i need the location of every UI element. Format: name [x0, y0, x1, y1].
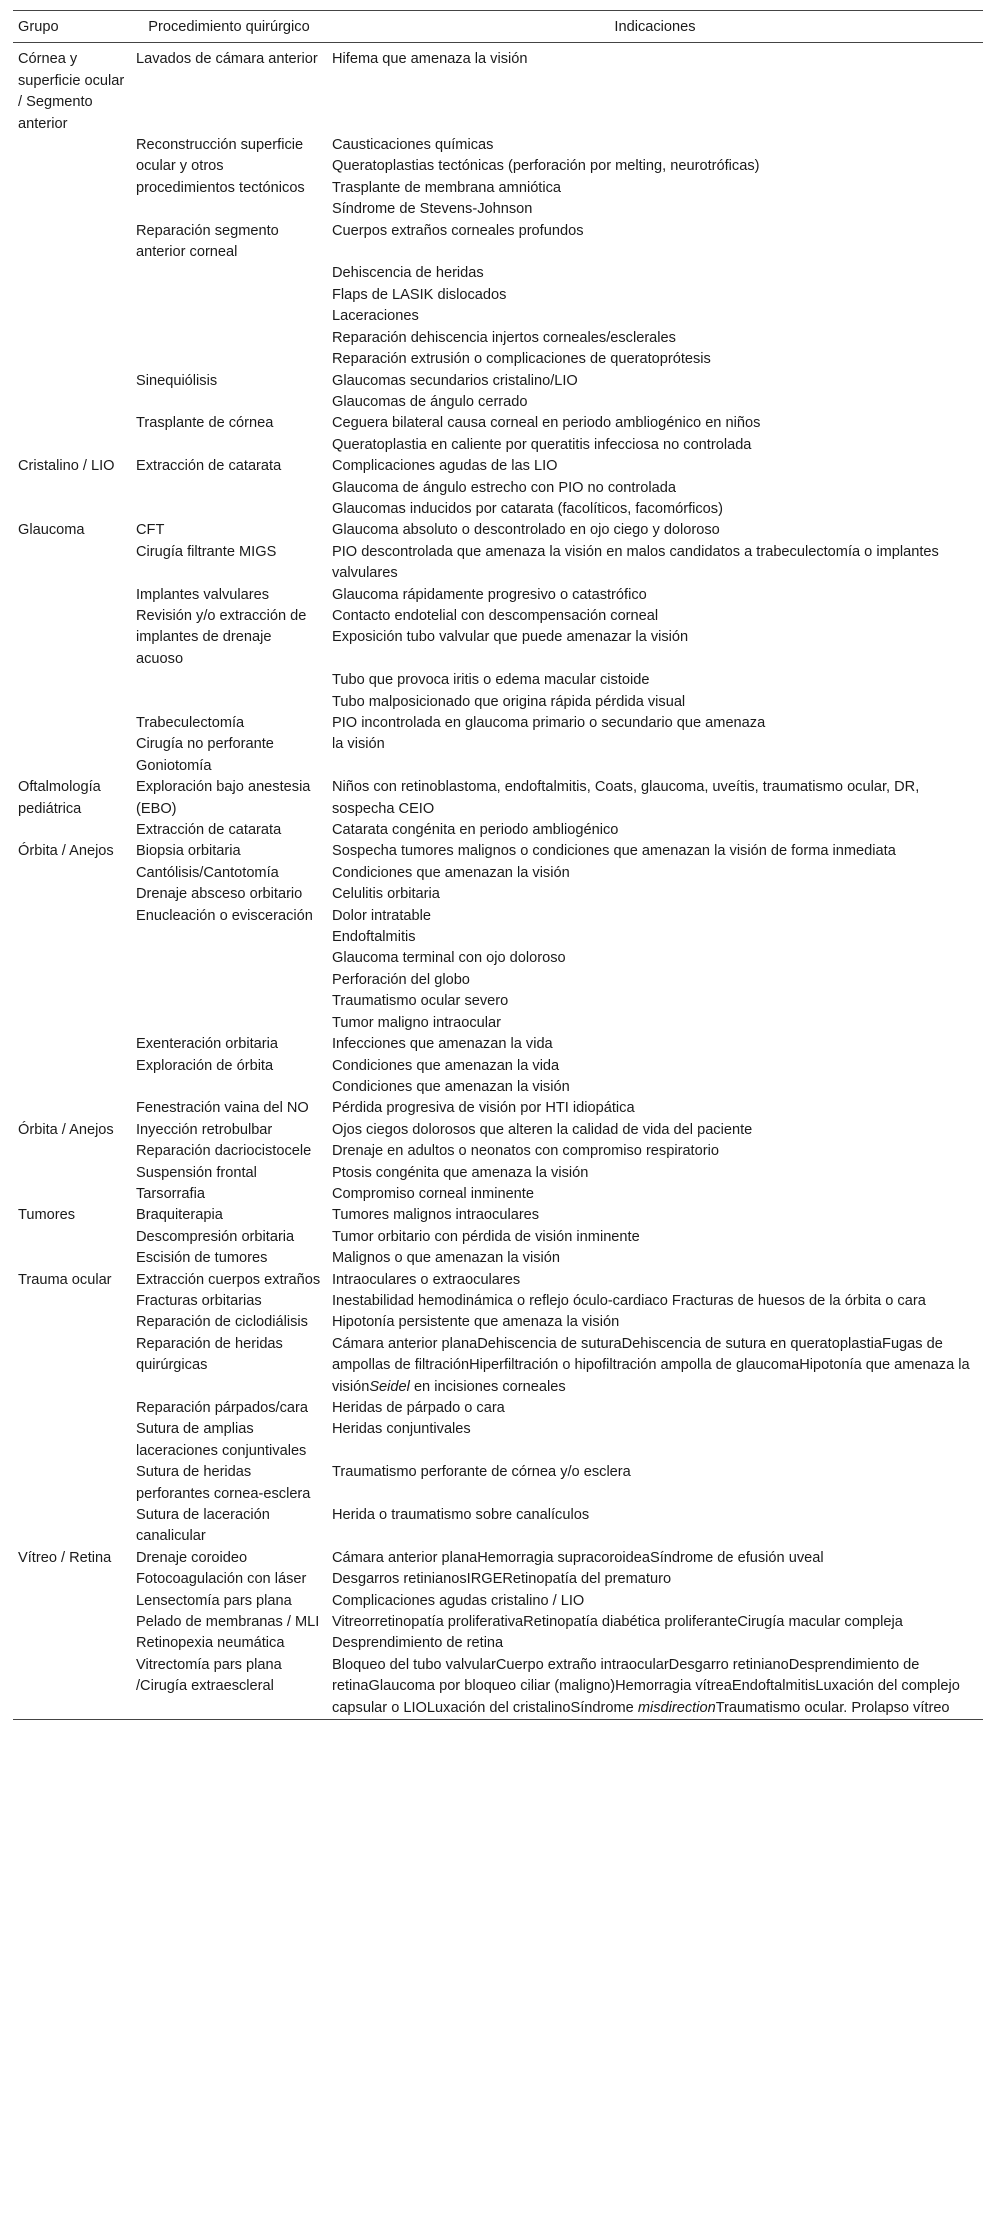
cell-procedimiento: Reparación de ciclodiálisis — [136, 1314, 308, 1331]
cell-procedimiento: Drenaje absceso orbitario — [136, 886, 303, 903]
table-row — [13, 1291, 983, 1312]
cell-grupo — [13, 542, 131, 585]
cell-grupo — [13, 221, 131, 264]
cell-procedimiento: Lavados de cámara anterior — [136, 51, 318, 68]
cell-grupo — [13, 306, 131, 327]
cell-indicacion — [327, 1334, 983, 1398]
cell-grupo: Órbita / Anejos — [18, 843, 114, 860]
table-row — [13, 906, 983, 927]
cell-procedimiento: CFT — [136, 522, 165, 539]
cell-indicacion: Glaucomas inducidos por catarata (facolíticos, facomórficos) — [332, 500, 723, 517]
cell-grupo: Oftalmología pediátrica — [18, 779, 101, 817]
table-row — [13, 1034, 983, 1055]
cell-grupo — [13, 1655, 131, 1720]
table-row — [13, 178, 983, 199]
cell-procedimiento: Extracción de catarata — [136, 822, 282, 839]
table-row — [13, 1120, 983, 1141]
cell-procedimiento: Fenestración vaina del NO — [136, 1100, 309, 1117]
cell-indicacion: Condiciones que amenazan la vida — [332, 1057, 560, 1074]
table-body — [13, 43, 983, 1720]
cell-indicacion: Pérdida progresiva de visión por HTI idiopática — [332, 1100, 635, 1117]
cell-grupo — [13, 1291, 131, 1312]
cell-procedimiento — [131, 991, 327, 1012]
cell-indicacion: Complicaciones agudas de las LIO — [332, 458, 558, 475]
cell-grupo — [13, 756, 131, 777]
cell-grupo — [13, 1248, 131, 1269]
table-row — [13, 1248, 983, 1269]
cell-indicacion: Herida o traumatismo sobre canalículos — [332, 1507, 590, 1524]
table-row — [13, 692, 983, 713]
cell-grupo — [13, 1034, 131, 1055]
cell-indicacion: PIO incontrolada en glaucoma primario o secundario que amenaza — [332, 715, 766, 731]
cell-procedimiento: Reparación párpados/cara — [136, 1400, 308, 1416]
cell-grupo — [13, 1098, 131, 1119]
cell-procedimiento: Inyección retrobulbar — [136, 1121, 273, 1138]
cell-procedimiento: Reparación de heridas quirúrgicas — [136, 1335, 283, 1374]
cell-indicacion: Endoftalmitis — [332, 929, 416, 946]
table-row — [13, 1612, 983, 1633]
table-row — [13, 884, 983, 905]
cell-procedimiento: Vitrectomía pars plana /Cirugía extraescleral — [136, 1656, 282, 1695]
table-row — [13, 1591, 983, 1612]
cell-procedimiento: Exploración de órbita — [136, 1057, 274, 1074]
table-row — [13, 627, 983, 670]
cell-procedimiento: Implantes valvulares — [136, 586, 270, 603]
cell-indicacion: Sospecha tumores malignos o condiciones que amenazan la visión de forma inmediata — [332, 843, 896, 860]
cell-procedimiento — [131, 692, 327, 713]
cell-grupo — [13, 1569, 131, 1590]
table-row — [13, 1056, 983, 1077]
cell-indicacion: Ptosis congénita que amenaza la visión — [332, 1164, 589, 1181]
cell-procedimiento: Drenaje coroideo — [136, 1549, 248, 1566]
cell-procedimiento: Sutura de laceración canalicular — [136, 1507, 270, 1545]
cell-procedimiento: Suspensión frontal — [136, 1164, 257, 1181]
cell-grupo — [13, 1077, 131, 1098]
cell-indicacion: Traumatismo ocular severo — [332, 993, 509, 1010]
header-procedimiento: Procedimiento quirúrgico — [148, 19, 310, 35]
cell-indicacion: Perforación del globo — [332, 971, 470, 988]
cell-indicacion: Cámara anterior planaHemorragia supracoroideaSíndrome de efusión uveal — [332, 1549, 824, 1566]
cell-procedimiento: Reparación segmento anterior corneal — [136, 222, 279, 261]
cell-procedimiento — [131, 499, 327, 520]
table-row — [13, 199, 983, 220]
cell-indicacion: Cuerpos extraños corneales profundos — [332, 222, 584, 239]
cell-indicacion: Heridas conjuntivales — [332, 1421, 471, 1438]
cell-indicacion: Hipotonía persistente que amenaza la visión — [332, 1314, 620, 1331]
table-row — [13, 263, 983, 284]
cell-procedimiento: Revisión y/o extracción de — [136, 607, 307, 624]
table-row — [13, 1655, 983, 1720]
cell-indicacion: Contacto endotelial con descompensación corneal — [332, 607, 659, 624]
cell-grupo: Cristalino / LIO — [18, 458, 115, 475]
cell-grupo — [13, 478, 131, 499]
cell-indicacion: Exposición tubo valvular que puede amenazar la visión — [332, 629, 689, 646]
cell-procedimiento — [131, 306, 327, 327]
table-row — [13, 542, 983, 585]
indicacion-text: Cámara anterior planaDehiscencia de suturaDehiscencia de sutura en queratoplastiaFugas de ampollas de filtraciónHiperfiltración o hipofiltración ampolla de glaucomaHipotonía que amenaza la visión — [332, 1335, 970, 1395]
table-row — [13, 1633, 983, 1654]
cell-indicacion: Ceguera bilateral causa corneal en periodo ambliogénico en niños — [332, 415, 761, 432]
table-row — [13, 499, 983, 520]
table-row — [13, 392, 983, 413]
cell-procedimiento: Cirugía filtrante MIGS — [136, 543, 277, 560]
table-row — [13, 970, 983, 991]
cell-grupo: Vítreo / Retina — [18, 1549, 112, 1566]
cell-indicacion: Dolor intratable — [332, 907, 431, 924]
table-row — [13, 371, 983, 392]
cell-procedimiento: Goniotomía — [136, 757, 212, 774]
table-row — [13, 328, 983, 349]
table-row — [13, 1398, 983, 1419]
cell-procedimiento: Sutura de heridas perforantes cornea-esclera — [136, 1464, 311, 1502]
cell-procedimiento: Trabeculectomía — [136, 715, 245, 731]
cell-procedimiento — [131, 328, 327, 349]
cell-indicacion: Desprendimiento de retina — [332, 1635, 504, 1652]
cell-indicacion: Dehiscencia de heridas — [332, 265, 484, 282]
cell-indicacion: Trasplante de membrana amniótica — [332, 179, 562, 196]
cell-indicacion: Infecciones que amenazan la vida — [332, 1036, 553, 1053]
cell-procedimiento: Extracción de catarata — [136, 458, 282, 475]
table-wrapper — [13, 10, 983, 1720]
cell-indicacion: Intraoculares o extraoculares — [332, 1271, 521, 1288]
cell-indicacion: Glaucoma terminal con ojo doloroso — [332, 950, 566, 967]
cell-grupo — [13, 1184, 131, 1205]
table-row — [13, 285, 983, 306]
table-row — [13, 756, 983, 777]
cell-indicacion: Condiciones que amenazan la visión — [332, 864, 570, 881]
cell-grupo — [13, 606, 131, 627]
cell-indicacion: Flaps de LASIK dislocados — [332, 286, 507, 303]
cell-grupo — [13, 1013, 131, 1034]
cell-indicacion — [327, 756, 983, 777]
cell-indicacion: Tumores malignos intraoculares — [332, 1207, 540, 1224]
cell-grupo — [13, 413, 131, 434]
cell-indicacion: Hifema que amenaza la visión — [332, 51, 528, 68]
table-row — [13, 1505, 983, 1548]
table-row — [13, 1312, 983, 1333]
table-row — [13, 435, 983, 456]
cell-indicacion: Glaucomas de ángulo cerrado — [332, 393, 528, 410]
cell-indicacion: Catarata congénita en periodo ambliogénico — [332, 822, 619, 839]
cell-indicacion: Glaucoma absoluto o descontrolado en ojo ciego y doloroso — [332, 522, 720, 539]
cell-procedimiento — [131, 263, 327, 284]
cell-procedimiento — [131, 285, 327, 306]
cell-procedimiento — [131, 392, 327, 413]
cell-grupo — [13, 991, 131, 1012]
table-row — [13, 863, 983, 884]
cell-indicacion: Causticaciones químicas — [332, 137, 494, 154]
cell-grupo — [13, 499, 131, 520]
table-row — [13, 1077, 983, 1098]
cell-procedimiento: Pelado de membranas / MLI — [136, 1614, 320, 1631]
cell-procedimiento — [131, 1077, 327, 1098]
table-row — [13, 221, 983, 264]
table-row — [13, 306, 983, 327]
cell-procedimiento: Lensectomía pars plana — [136, 1592, 292, 1609]
cell-grupo: Tumores — [18, 1207, 76, 1224]
cell-procedimiento: Tarsorrafia — [136, 1185, 205, 1202]
cell-indicacion: Tubo malposicionado que origina rápida pérdida visual — [332, 693, 686, 710]
cell-grupo — [13, 713, 131, 734]
cell-procedimiento — [131, 435, 327, 456]
cell-grupo — [13, 884, 131, 905]
table-row — [13, 713, 983, 734]
cell-procedimiento: Exenteración orbitaria — [136, 1036, 278, 1053]
header-indicaciones: Indicaciones — [614, 19, 696, 35]
table-row — [13, 478, 983, 499]
table-row — [13, 991, 983, 1012]
cell-procedimiento: Descompresión orbitaria — [136, 1228, 295, 1245]
table-row — [13, 349, 983, 370]
cell-procedimiento: ocular y otros — [136, 158, 224, 175]
cell-grupo: Trauma ocular — [18, 1271, 112, 1288]
table-row — [13, 1227, 983, 1248]
indicacion-tail: en incisiones corneales — [409, 1378, 566, 1395]
table-row — [13, 927, 983, 948]
cell-grupo — [13, 670, 131, 691]
cell-procedimiento: Exploración bajo anestesia (EBO) — [136, 779, 311, 817]
cell-grupo — [13, 1163, 131, 1184]
table-row — [13, 670, 983, 691]
table-row — [13, 606, 983, 627]
cell-grupo — [13, 734, 131, 755]
cell-procedimiento: Cirugía no perforante — [136, 736, 274, 753]
cell-grupo — [13, 1505, 131, 1548]
cell-procedimiento: Biopsia orbitaria — [136, 843, 241, 860]
cell-procedimiento — [131, 349, 327, 370]
cell-grupo — [13, 285, 131, 306]
table-row — [13, 1098, 983, 1119]
cell-grupo — [13, 585, 131, 606]
cell-procedimiento: Fracturas orbitarias — [136, 1292, 262, 1309]
cell-indicacion: Ojos ciegos dolorosos que alteren la calidad de vida del paciente — [332, 1121, 753, 1138]
indicacion-text: Bloqueo del tubo valvularCuerpo extraño intraocularDesgarro retinianoDesprendimiento de retinaGlaucoma por bloqueo ciliar (maligno)Hemorragia vítreaEndoftalmitisLuxación del complejo capsular o LIOLuxación del cristalinoSíndrome — [332, 1656, 960, 1716]
cell-indicacion: Niños con retinoblastoma, endoftalmitis, Coats, glaucoma, uveítis, traumatismo ocular, DR, sospecha CEIO — [332, 779, 920, 817]
cell-indicacion — [327, 1655, 983, 1720]
table-row — [13, 156, 983, 177]
table-row — [13, 1205, 983, 1226]
cell-grupo: Córnea y superficie ocular / Segmento anterior — [18, 51, 125, 132]
cell-grupo — [13, 1312, 131, 1333]
cell-grupo — [13, 1056, 131, 1077]
cell-grupo — [13, 135, 131, 156]
cell-indicacion: PIO descontrolada que amenaza la visión en malos candidatos a trabeculectomía o implantes valvulares — [332, 543, 939, 582]
cell-grupo — [13, 156, 131, 177]
cell-indicacion: Glaucoma de ángulo estrecho con PIO no controlada — [332, 479, 676, 496]
cell-grupo — [13, 199, 131, 220]
cell-indicacion: Tumor orbitario con pérdida de visión inminente — [332, 1228, 640, 1245]
cell-indicacion: Glaucomas secundarios cristalino/LIO — [332, 372, 578, 389]
table-row — [13, 948, 983, 969]
table-row — [13, 1270, 983, 1291]
cell-indicacion: Tumor maligno intraocular — [332, 1014, 501, 1031]
cell-procedimiento — [131, 1013, 327, 1034]
indicacion-italic: Seidel — [369, 1378, 410, 1395]
cell-procedimiento — [131, 199, 327, 220]
cell-grupo — [13, 948, 131, 969]
table-row — [13, 1419, 983, 1462]
cell-procedimiento: Escisión de tumores — [136, 1250, 268, 1267]
table-row — [13, 1163, 983, 1184]
cell-grupo — [13, 970, 131, 991]
table-row — [13, 1334, 983, 1398]
cell-grupo — [13, 178, 131, 199]
cell-procedimiento: Reparación dacriocistocele — [136, 1143, 312, 1160]
cell-procedimiento: Sutura de amplias laceraciones conjuntivales — [136, 1421, 307, 1459]
table-row — [13, 456, 983, 477]
table-row — [13, 135, 983, 156]
cell-indicacion: Traumatismo perforante de córnea y/o esclera — [332, 1464, 631, 1481]
table-row — [13, 1548, 983, 1569]
cell-indicacion: Glaucoma rápidamente progresivo o catastrófico — [332, 586, 647, 603]
cell-grupo — [13, 927, 131, 948]
table-row — [13, 777, 983, 820]
cell-grupo — [13, 392, 131, 413]
cell-indicacion: Heridas de párpado o cara — [332, 1400, 505, 1416]
indicacion-tail: Traumatismo ocular. Prolapso vítreo — [715, 1699, 950, 1716]
table-row — [13, 1569, 983, 1590]
cell-indicacion: Reparación dehiscencia injertos corneales/esclerales — [332, 329, 676, 346]
cell-procedimiento: Enucleación o evisceración — [136, 907, 313, 924]
cell-grupo — [13, 349, 131, 370]
cell-grupo — [13, 1633, 131, 1654]
cell-indicacion: Reparación extrusión o complicaciones de queratoprótesis — [332, 351, 711, 368]
table-row — [13, 841, 983, 862]
cell-indicacion: Complicaciones agudas cristalino / LIO — [332, 1592, 585, 1609]
cell-grupo: Glaucoma — [18, 522, 85, 539]
table-row — [13, 1184, 983, 1205]
cell-grupo — [13, 435, 131, 456]
cell-grupo — [13, 1398, 131, 1419]
cell-procedimiento: Extracción cuerpos extraños — [136, 1271, 321, 1288]
cell-grupo — [13, 1591, 131, 1612]
table-header — [13, 11, 983, 43]
header-grupo: Grupo — [18, 19, 59, 35]
table-row — [13, 585, 983, 606]
cell-grupo — [13, 371, 131, 392]
cell-indicacion: Drenaje en adultos o neonatos con compromiso respiratorio — [332, 1143, 719, 1160]
cell-grupo — [13, 328, 131, 349]
cell-procedimiento — [131, 670, 327, 691]
cell-grupo — [13, 863, 131, 884]
cell-procedimiento — [131, 948, 327, 969]
cell-indicacion: Síndrome de Stevens-Johnson — [332, 201, 533, 218]
cell-grupo — [13, 1462, 131, 1505]
cell-indicacion: la visión — [332, 736, 385, 753]
cell-indicacion: Queratoplastias tectónicas (perforación por melting, neurotróficas) — [332, 158, 760, 175]
cell-procedimiento — [131, 478, 327, 499]
cell-grupo — [13, 820, 131, 841]
table-row — [13, 43, 983, 135]
cell-procedimiento: Braquiterapia — [136, 1207, 223, 1224]
cell-grupo: Órbita / Anejos — [18, 1121, 114, 1138]
cell-grupo — [13, 1227, 131, 1248]
table-row — [13, 413, 983, 434]
cell-indicacion: Compromiso corneal inminente — [332, 1185, 534, 1202]
cell-procedimiento: implantes de drenaje acuoso — [136, 629, 272, 667]
indicacion-italic: misdirection — [637, 1699, 716, 1716]
cell-grupo — [13, 1141, 131, 1162]
cell-grupo — [13, 906, 131, 927]
cell-procedimiento: Fotocoagulación con láser — [136, 1571, 307, 1588]
table-row — [13, 1141, 983, 1162]
cell-indicacion: Desgarros retinianosIRGERetinopatía del prematuro — [332, 1571, 672, 1588]
cell-procedimiento: Trasplante de córnea — [136, 415, 274, 432]
cell-indicacion: Queratoplastia en caliente por queratitis infecciosa no controlada — [332, 436, 752, 453]
cell-procedimiento: Sinequiólisis — [136, 372, 218, 389]
cell-procedimiento — [131, 970, 327, 991]
cell-indicacion: Inestabilidad hemodinámica o reflejo óculo-cardiaco Fracturas de huesos de la órbita o cara — [332, 1292, 926, 1309]
cell-grupo — [13, 1334, 131, 1398]
cell-indicacion: Vitreorretinopatía proliferativaRetinopatía diabética proliferanteCirugía macular compleja — [332, 1614, 903, 1631]
cell-indicacion: Laceraciones — [332, 308, 419, 325]
cell-grupo — [13, 692, 131, 713]
cell-grupo — [13, 1612, 131, 1633]
cell-indicacion: Malignos o que amenazan la visión — [332, 1250, 560, 1267]
table-row — [13, 520, 983, 541]
cell-indicacion: Condiciones que amenazan la visión — [332, 1078, 570, 1095]
cell-indicacion: Celulitis orbitaria — [332, 886, 440, 903]
cell-grupo — [13, 263, 131, 284]
table-row — [13, 1013, 983, 1034]
cell-grupo — [13, 1419, 131, 1462]
cell-indicacion: Tubo que provoca iritis o edema macular cistoide — [332, 672, 650, 689]
cell-procedimiento: Cantólisis/Cantotomía — [136, 864, 279, 881]
cell-grupo — [13, 627, 131, 670]
table-row — [13, 1462, 983, 1505]
cell-procedimiento: Reconstrucción superficie — [136, 137, 304, 154]
table-row — [13, 820, 983, 841]
table-row — [13, 734, 983, 755]
cell-procedimiento: procedimientos tectónicos — [136, 179, 305, 196]
cell-procedimiento — [131, 927, 327, 948]
cell-procedimiento: Retinopexia neumática — [136, 1635, 285, 1652]
indications-table — [13, 10, 983, 1720]
